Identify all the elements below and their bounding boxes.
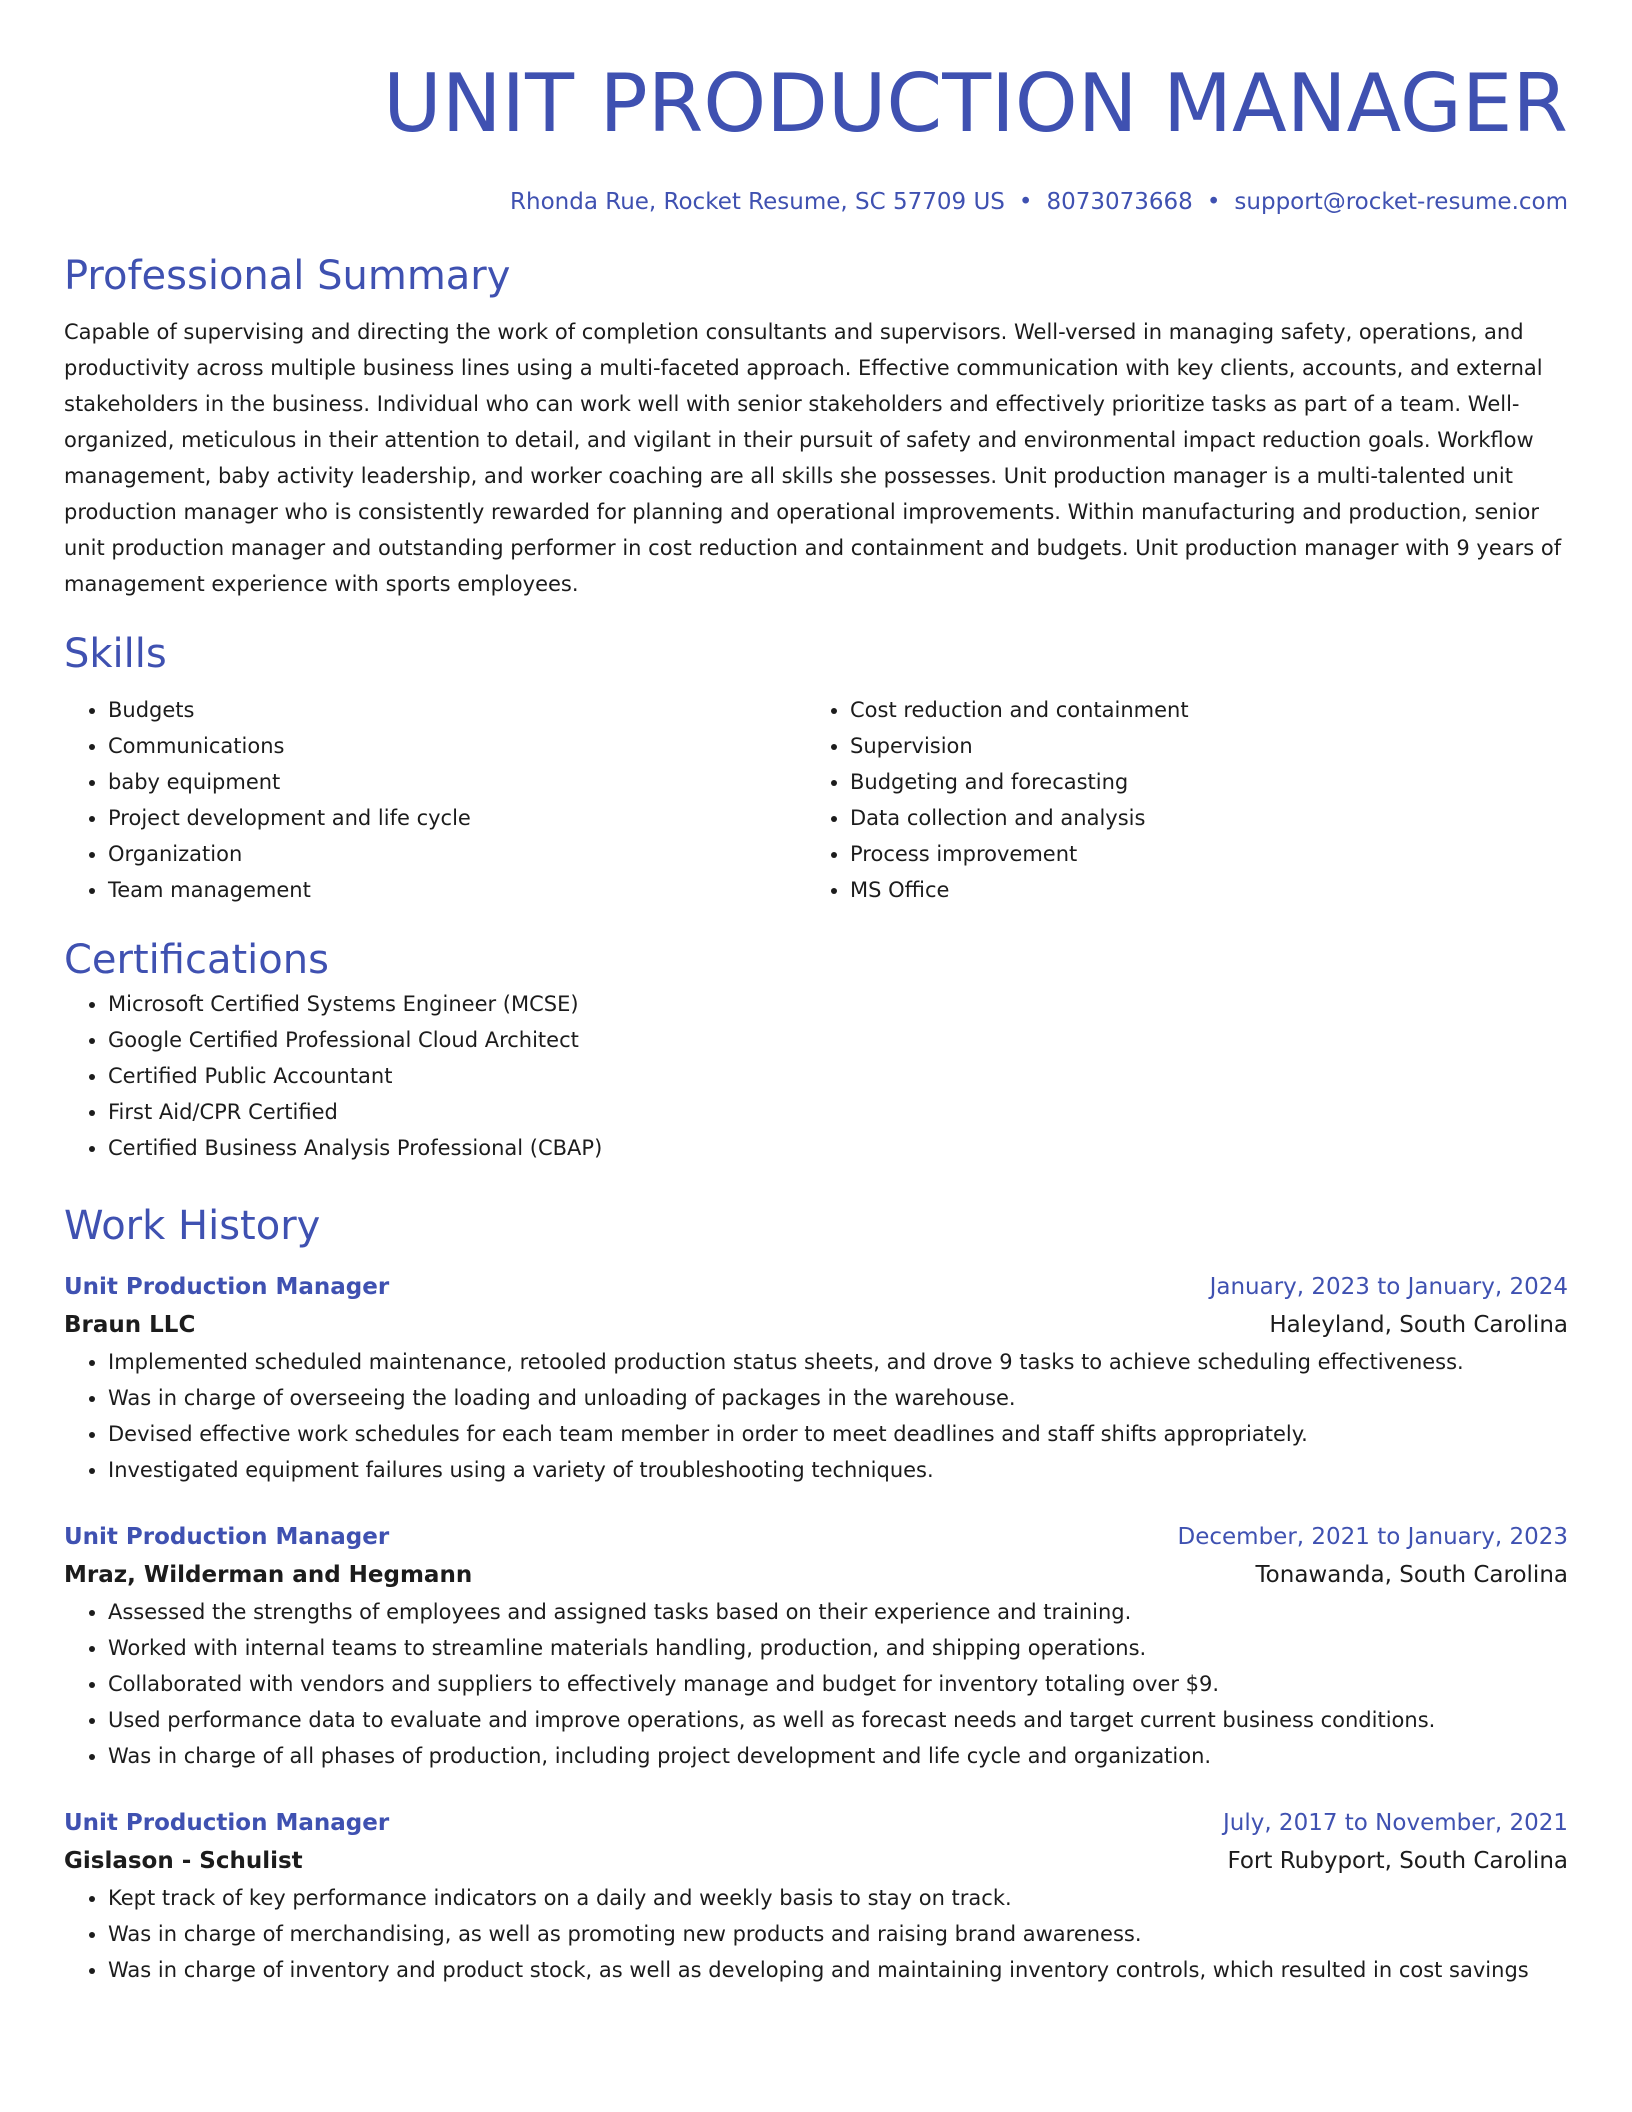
skill-item: • baby equipment (108, 764, 806, 800)
certifications-list (64, 986, 1568, 1166)
job-company-row (64, 1306, 1568, 1344)
contact-email[interactable]: support@rocket-resume.com (1234, 189, 1568, 215)
job-bullet: • Was in charge of overseeing the loading and unloading of packages in the warehouse. (108, 1380, 1568, 1416)
skill-item: • Organization (108, 836, 806, 872)
skill-item: • Team management (108, 872, 806, 908)
job-bullet: • Was in charge of merchandising, as well as promoting new products and raising brand awareness. (108, 1916, 1568, 1952)
skill-item: • Supervision (850, 728, 1548, 764)
skill-item: • Data collection and analysis (850, 800, 1548, 836)
job-location: Fort Rubyport, South Carolina (1227, 1848, 1568, 1874)
job-entry (64, 1518, 1568, 1774)
contact-line (64, 186, 1568, 218)
job-bullet-list (64, 1594, 1568, 1774)
job-entry (64, 1268, 1568, 1488)
job-bullet: • Collaborated with vendors and suppliers to effectively manage and budget for inventory totaling over $9. (108, 1666, 1568, 1702)
certification-item: • Google Certified Professional Cloud Architect (108, 1022, 1568, 1058)
job-bullet-list (64, 1344, 1568, 1488)
contact-separator: • (1206, 189, 1221, 215)
certifications-heading: Certifications (64, 937, 329, 983)
job-bullet: • Investigated equipment failures using a variety of troubleshooting techniques. (108, 1452, 1568, 1488)
skill-item: • Budgeting and forecasting (850, 764, 1548, 800)
job-bullet-list (64, 1880, 1568, 1988)
job-role: Unit Production Manager (64, 1524, 390, 1550)
skill-item: • Communications (108, 728, 806, 764)
skills-list-right (806, 692, 1548, 908)
job-header-row (64, 1804, 1568, 1842)
certification-item: • Certified Business Analysis Professional (CBAP) (108, 1130, 1568, 1166)
certification-item: • First Aid/CPR Certified (108, 1094, 1568, 1130)
skills-heading: Skills (64, 631, 167, 677)
job-bullet: • Implemented scheduled maintenance, retooled production status sheets, and drove 9 tasks to achieve scheduling effectiveness. (108, 1344, 1568, 1380)
certification-item: • Certified Public Accountant (108, 1058, 1568, 1094)
job-header-row (64, 1518, 1568, 1556)
skills-column-right (806, 692, 1548, 908)
skill-item: • Project development and life cycle (108, 800, 806, 836)
job-bullet: • Worked with internal teams to streamline materials handling, production, and shipping operations. (108, 1630, 1568, 1666)
job-role: Unit Production Manager (64, 1274, 390, 1300)
job-company-row (64, 1842, 1568, 1880)
job-bullet: • Was in charge of inventory and product stock, as well as developing and maintaining inventory controls, which resulted in cost savings (108, 1952, 1568, 1988)
job-location: Haleyland, South Carolina (1269, 1312, 1568, 1338)
summary-text: Capable of supervising and directing the work of completion consultants and supervisors. Well-versed in managing safety, operations, and productivity across multiple business lines using a multi-faceted approach. Effective communication with key clients, accounts, and external stakeholders in the business. Individual who can work well with senior stakeholders and effectively prioritize tasks as part of a team. Well-organized, meticulous in their attention to detail, and vigilant in their pursuit of safety and environmental impact reduction goals. Workflow management, baby activity leadership, and worker coaching are all skills she possesses. Unit production manager is a multi-talented unit production manager who is consistently rewarded for planning and operational improvements. Within manufacturing and production, senior unit production manager and outstanding performer in cost reduction and containment and budgets. Unit production manager with 9 years of management experience with sports employees. (64, 320, 1562, 596)
skills-grid (64, 692, 1568, 908)
job-header-row (64, 1268, 1568, 1306)
resume-page (64, 0, 1568, 1988)
job-company: Mraz, Wilderman and Hegmann (64, 1562, 473, 1588)
job-bullet: • Was in charge of all phases of production, including project development and life cycle and organization. (108, 1738, 1568, 1774)
skill-item: • MS Office (850, 872, 1548, 908)
certification-item: • Microsoft Certified Systems Engineer (MCSE) (108, 986, 1568, 1022)
job-dates: December, 2021 to January, 2023 (1177, 1524, 1568, 1550)
job-dates: January, 2023 to January, 2024 (1209, 1274, 1568, 1300)
job-role: Unit Production Manager (64, 1810, 390, 1836)
job-dates: July, 2017 to November, 2021 (1222, 1810, 1568, 1836)
job-bullet: • Devised effective work schedules for each team member in order to meet deadlines and staff shifts appropriately. (108, 1416, 1568, 1452)
skills-list-left (64, 692, 806, 908)
summary-heading: Professional Summary (64, 253, 511, 299)
work-history-heading: Work History (64, 1203, 321, 1249)
resume-title: UNIT PRODUCTION MANAGER (383, 57, 1568, 150)
job-company: Gislason - Schulist (64, 1848, 303, 1874)
job-company-row (64, 1556, 1568, 1594)
job-bullet: • Assessed the strengths of employees and assigned tasks based on their experience and training. (108, 1594, 1568, 1630)
contact-phone: 8073073668 (1046, 189, 1193, 215)
skill-item: • Budgets (108, 692, 806, 728)
job-entry (64, 1804, 1568, 1988)
contact-address: Rhonda Rue, Rocket Resume, SC 57709 US (510, 189, 1005, 215)
job-location: Tonawanda, South Carolina (1255, 1562, 1568, 1588)
skill-item: • Process improvement (850, 836, 1548, 872)
job-company: Braun LLC (64, 1312, 196, 1338)
job-bullet: • Kept track of key performance indicators on a daily and weekly basis to stay on track. (108, 1880, 1568, 1916)
skills-column-left (64, 692, 806, 908)
job-bullet: • Used performance data to evaluate and improve operations, as well as forecast needs and target current business conditions. (108, 1702, 1568, 1738)
skill-item: • Cost reduction and containment (850, 692, 1548, 728)
contact-separator: • (1018, 189, 1033, 215)
